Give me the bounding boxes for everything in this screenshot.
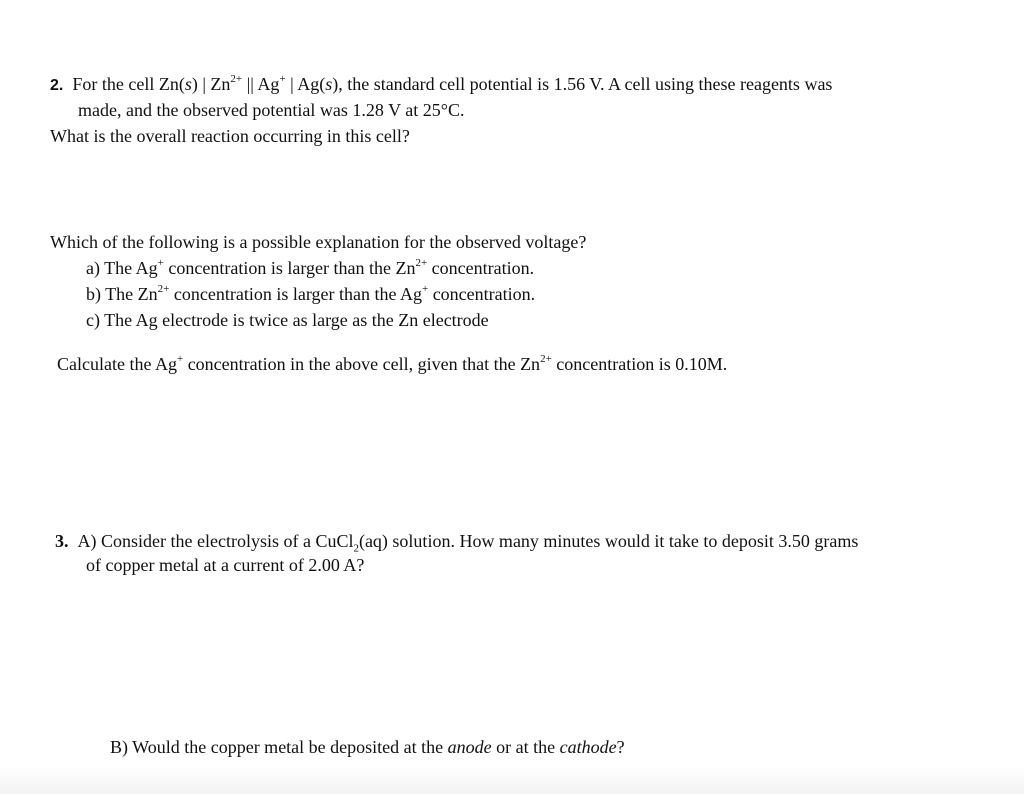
charge-superscript: +	[157, 257, 164, 269]
question-2-explanation-prompt: Which of the following is a possible explanation for the observed voltage?	[50, 232, 587, 252]
text-run: or at the	[491, 737, 560, 757]
text-run: a) The Ag	[86, 258, 158, 278]
text-run: A) Consider the electrolysis of a CuCl	[77, 531, 354, 551]
charge-superscript: 2+	[415, 257, 428, 269]
text-run: ?	[616, 737, 625, 757]
charge-superscript: 2+	[157, 283, 170, 295]
question-3-part-b	[110, 734, 625, 760]
question-2-line-1	[50, 71, 832, 99]
text-run: concentration.	[428, 284, 536, 304]
charge-superscript: +	[176, 353, 184, 365]
text-run: concentration in the above cell, given that the Zn	[183, 354, 541, 374]
charge-superscript: +	[279, 73, 286, 85]
question-2-line-2: made, and the observed potential was 1.28 V at 25°C.	[78, 100, 465, 120]
text-run: (aq) solution. How many minutes would it take to deposit 3.50 grams	[358, 531, 859, 551]
text-run: b) The Zn	[86, 284, 158, 304]
anode-term: anode	[447, 737, 492, 757]
question-3-part-a-line-2: of copper metal at a current of 2.00 A?	[86, 555, 365, 575]
text-run: concentration is larger than the Zn	[163, 258, 416, 278]
charge-superscript: 2+	[540, 353, 552, 365]
question-2-calculate-prompt	[57, 351, 727, 377]
text-run: || Ag	[242, 74, 280, 94]
option-b	[86, 281, 535, 307]
text-run: | Ag(	[285, 74, 326, 94]
question-number: 2.	[50, 77, 64, 94]
state-symbol: s	[184, 74, 192, 94]
charge-superscript: +	[421, 283, 429, 295]
option-a	[86, 255, 534, 281]
charge-superscript: 2+	[230, 73, 243, 85]
question-3-part-a	[55, 528, 858, 554]
text-run: concentration is larger than the Ag	[169, 284, 422, 304]
text-run: B) Would the copper metal be deposited at the	[110, 737, 448, 757]
text-run: For the cell Zn(	[72, 74, 185, 94]
cathode-term: cathode	[559, 737, 617, 757]
text-run: Calculate the Ag	[57, 354, 177, 374]
text-run: ) | Zn	[191, 74, 231, 94]
state-symbol: s	[325, 74, 333, 94]
option-c: c) The Ag electrode is twice as large as the Zn electrode	[86, 310, 489, 330]
text-run: concentration.	[427, 258, 535, 278]
text-run: ), the standard cell potential is 1.56 V. A cell using these reagents was	[332, 74, 833, 94]
page-bottom-edge	[0, 766, 1024, 794]
text-run: concentration is 0.10M.	[551, 354, 728, 374]
question-number: 3.	[55, 531, 69, 551]
subscript: 2	[353, 542, 359, 555]
question-2-reaction-prompt: What is the overall reaction occurring in this cell?	[50, 126, 410, 146]
